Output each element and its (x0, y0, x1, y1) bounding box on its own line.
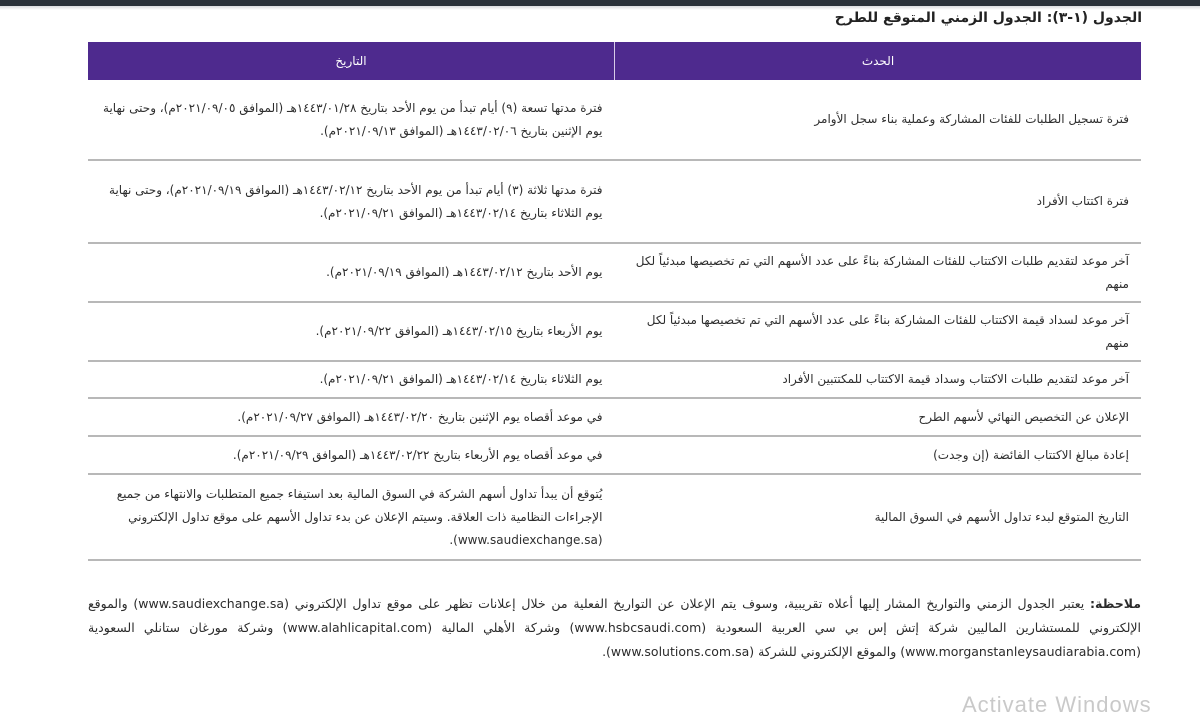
event-cell: آخر موعد لسداد قيمة الاكتتاب للفئات المشاركة بناءً على عدد الأسهم التي تم تخصيصها مبدئياً لكل منهم (615, 302, 1142, 361)
table-caption: الجدول (١-٣): الجدول الزمني المتوقع للطرح (834, 10, 1142, 26)
event-cell: الإعلان عن التخصيص النهائي لأسهم الطرح (615, 398, 1142, 436)
date-cell: في موعد أقصاه يوم الأربعاء بتاريخ ١٤٤٣/٠٢/٢٢هـ (الموافق ٢٠٢١/٠٩/٢٩م). (88, 436, 615, 474)
event-cell: التاريخ المتوقع لبدء تداول الأسهم في السوق المالية (615, 474, 1142, 560)
event-cell: فترة تسجيل الطلبات للفئات المشاركة وعملية بناء سجل الأوامر (615, 80, 1142, 160)
event-cell: آخر موعد لتقديم طلبات الاكتتاب وسداد قيمة الاكتتاب للمكتتبين الأفراد (615, 361, 1142, 398)
footnote-label: ملاحظة: (1090, 596, 1141, 611)
table-row (88, 243, 1141, 302)
date-cell: يُتوقع أن يبدأ تداول أسهم الشركة في السوق المالية بعد استيفاء جميع المتطلبات والانتهاء من جميع الإجراءات النظامية ذات العلاقة. وسيتم الإعلان عن بدء تداول الأسهم على موقع تداول الإلكتروني (www.saudiexchange.sa). (88, 474, 615, 560)
table-row (88, 398, 1141, 436)
date-cell: في موعد أقصاه يوم الإثنين بتاريخ ١٤٤٣/٠٢/٢٠هـ (الموافق ٢٠٢١/٠٩/٢٧م). (88, 398, 615, 436)
table-header-row (88, 42, 1141, 80)
event-cell: آخر موعد لتقديم طلبات الاكتتاب للفئات المشاركة بناءً على عدد الأسهم التي تم تخصيصها مبدئياً لكل منهم (615, 243, 1142, 302)
date-cell: يوم الأربعاء بتاريخ ١٤٤٣/٠٢/١٥هـ (الموافق ٢٠٢١/٠٩/٢٢م). (88, 302, 615, 361)
column-header-event: الحدث (615, 42, 1142, 80)
column-header-date: التاريخ (88, 42, 615, 80)
offering-timetable (88, 42, 1141, 561)
table-row (88, 302, 1141, 361)
date-cell: فترة مدتها ثلاثة (٣) أيام تبدأ من يوم الأحد بتاريخ ١٤٤٣/٠٢/١٢هـ (الموافق ٢٠٢١/٠٩/١٩م)، وحتى نهاية يوم الثلاثاء بتاريخ ١٤٤٣/٠٢/١٤هـ (الموافق ٢٠٢١/٠٩/٢١م). (88, 160, 615, 243)
table-row (88, 474, 1141, 560)
date-cell: فترة مدتها تسعة (٩) أيام تبدأ من يوم الأحد بتاريخ ١٤٤٣/٠١/٢٨هـ (الموافق ٢٠٢١/٠٩/٠٥م)، وحتى نهاية يوم الإثنين بتاريخ ١٤٤٣/٠٢/٠٦هـ (الموافق ٢٠٢١/٠٩/١٣م). (88, 80, 615, 160)
footnote (88, 592, 1141, 664)
event-cell: فترة اكتتاب الأفراد (615, 160, 1142, 243)
footnote-text: يعتبر الجدول الزمني والتواريخ المشار إليها أعلاه تقريبية، وسوف يتم الإعلان عن التواريخ الفعلية من خلال إعلانات تظهر على موقع تداول الإلكتروني (www.saudiexchange.sa) والموقع الإلكتروني للمستشارين الماليين شركة إتش إس بي سي العربية السعودية (www.hsbcsaudi.com) وشركة الأهلي المالية (www.alahlicapital.com) وشركة مورغان ستانلي السعودية (www.morganstanleysaudiarabia.com) والموقع الإلكتروني للشركة (www.solutions.com.sa). (88, 596, 1142, 659)
table-row (88, 160, 1141, 243)
table-row (88, 436, 1141, 474)
activate-windows-watermark: Activate Windows (962, 692, 1152, 717)
date-cell: يوم الأحد بتاريخ ١٤٤٣/٠٢/١٢هـ (الموافق ٢٠٢١/٠٩/١٩م). (88, 243, 615, 302)
date-cell: يوم الثلاثاء بتاريخ ١٤٤٣/٠٢/١٤هـ (الموافق ٢٠٢١/٠٩/٢١م). (88, 361, 615, 398)
table-row (88, 361, 1141, 398)
table-row (88, 80, 1141, 160)
event-cell: إعادة مبالغ الاكتتاب الفائضة (إن وجدت) (615, 436, 1142, 474)
